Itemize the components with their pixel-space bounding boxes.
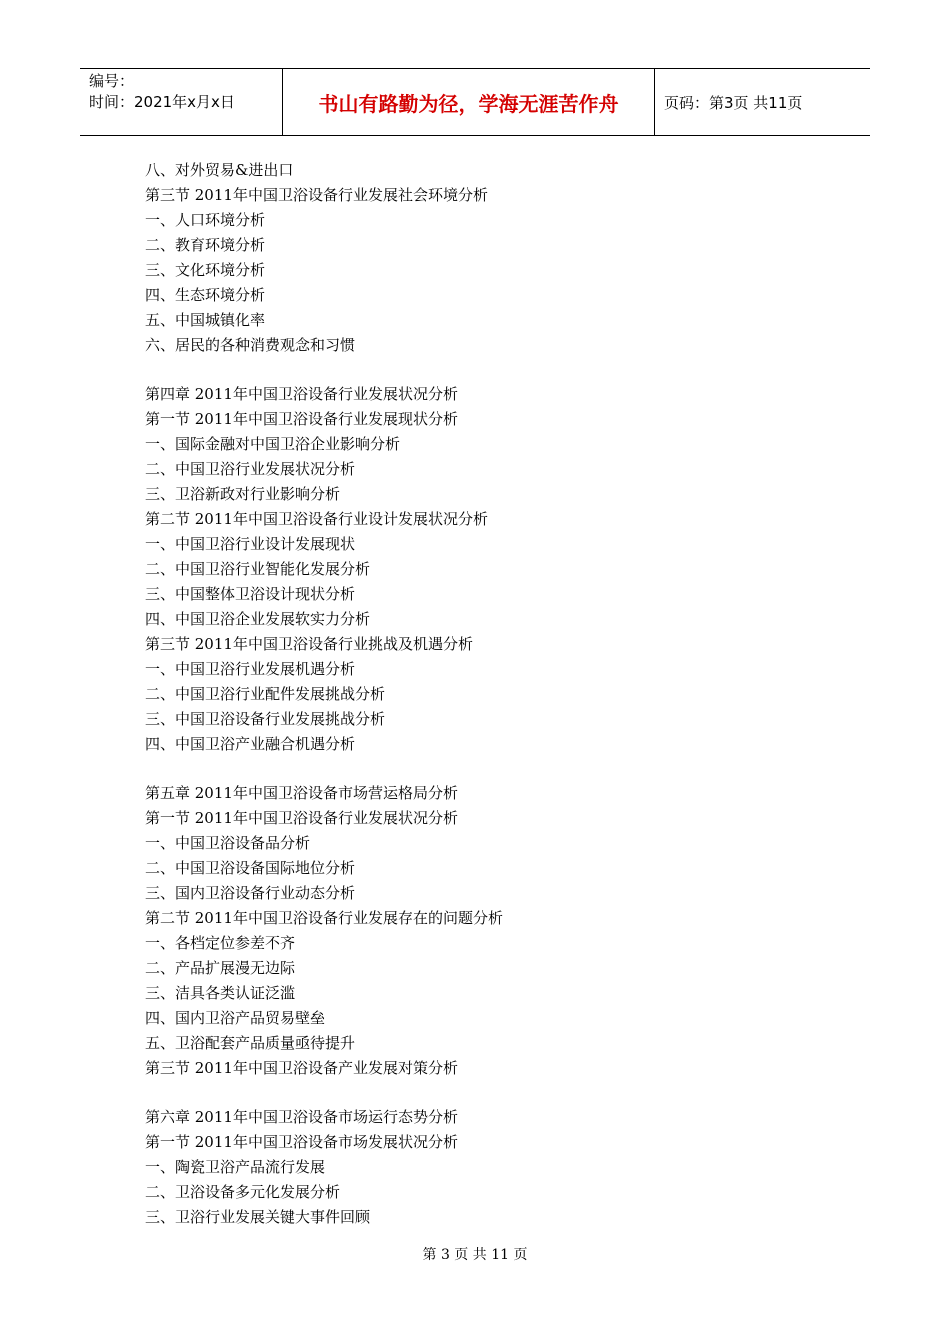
toc-entry: 八、对外贸易&进出口 [145,161,294,179]
toc-entry: 二、中国卫浴行业发展状况分析 [145,460,356,478]
toc-entry: 三、卫浴新政对行业影响分析 [145,485,341,503]
toc-entry: 第一节 2011年中国卫浴设备行业发展状况分析 [145,809,458,827]
header-meta [80,69,282,135]
toc-entry: 二、产品扩展漫无边际 [145,959,296,977]
toc-entry: 第五章 2011年中国卫浴设备市场营运格局分析 [145,784,458,802]
toc-entry: 四、国内卫浴产品贸易壁垒 [145,1009,326,1027]
toc-entry: 三、洁具各类认证泛滥 [145,984,296,1002]
toc-entry: 三、中国整体卫浴设计现状分析 [145,585,356,603]
toc-entry: 第二节 2011年中国卫浴设备行业设计发展状况分析 [145,510,488,528]
page-header [80,68,870,136]
toc-entry: 一、国际金融对中国卫浴企业影响分析 [145,435,401,453]
toc-entry: 第三节 2011年中国卫浴设备行业发展社会环境分析 [145,186,488,204]
toc-entry: 一、各档定位参差不齐 [145,934,296,952]
toc-entry: 四、中国卫浴企业发展软实力分析 [145,610,371,628]
toc-entry: 一、中国卫浴行业设计发展现状 [145,535,356,553]
toc-entry: 六、居民的各种消费观念和习惯 [145,336,356,354]
toc-entry: 第三节 2011年中国卫浴设备行业挑战及机遇分析 [145,635,473,653]
toc-entry: 五、卫浴配套产品质量亟待提升 [145,1034,356,1052]
toc-entry: 第三节 2011年中国卫浴设备产业发展对策分析 [145,1059,458,1077]
toc-entry: 四、中国卫浴产业融合机遇分析 [145,735,356,753]
document-number-label: 编号： [89,72,135,90]
toc-entry: 一、人口环境分析 [145,211,266,229]
table-of-contents [145,158,785,1230]
toc-entry: 四、生态环境分析 [145,286,266,304]
toc-entry: 第一节 2011年中国卫浴设备行业发展现状分析 [145,410,458,428]
toc-spacer [145,1081,785,1105]
document-time: 时间：2021年x月x日 [89,93,235,111]
header-motto: 书山有路勤为径，学海无涯苦作舟 [282,69,655,135]
toc-entry: 一、中国卫浴设备品分析 [145,834,311,852]
toc-spacer [145,358,785,382]
toc-entry: 一、陶瓷卫浴产品流行发展 [145,1158,326,1176]
header-page-info: 页码：第3页 共11页 [664,93,803,112]
toc-spacer [145,757,785,781]
toc-entry: 三、中国卫浴设备行业发展挑战分析 [145,710,386,728]
page-footer: 第 3 页 共 11 页 [422,1247,528,1263]
toc-entry: 第六章 2011年中国卫浴设备市场运行态势分析 [145,1108,458,1126]
toc-entry: 二、中国卫浴行业配件发展挑战分析 [145,685,386,703]
toc-entry: 第一节 2011年中国卫浴设备市场发展状况分析 [145,1133,458,1151]
toc-entry: 第二节 2011年中国卫浴设备行业发展存在的问题分析 [145,909,503,927]
toc-entry: 二、中国卫浴行业智能化发展分析 [145,560,371,578]
toc-entry: 二、教育环境分析 [145,236,266,254]
toc-entry: 三、卫浴行业发展关键大事件回顾 [145,1208,371,1226]
toc-entry: 三、文化环境分析 [145,261,266,279]
toc-entry: 第四章 2011年中国卫浴设备行业发展状况分析 [145,385,458,403]
toc-entry: 三、国内卫浴设备行业动态分析 [145,884,356,902]
toc-entry: 二、卫浴设备多元化发展分析 [145,1183,341,1201]
toc-entry: 二、中国卫浴设备国际地位分析 [145,859,356,877]
toc-entry: 五、中国城镇化率 [145,311,266,329]
toc-entry: 一、中国卫浴行业发展机遇分析 [145,660,356,678]
